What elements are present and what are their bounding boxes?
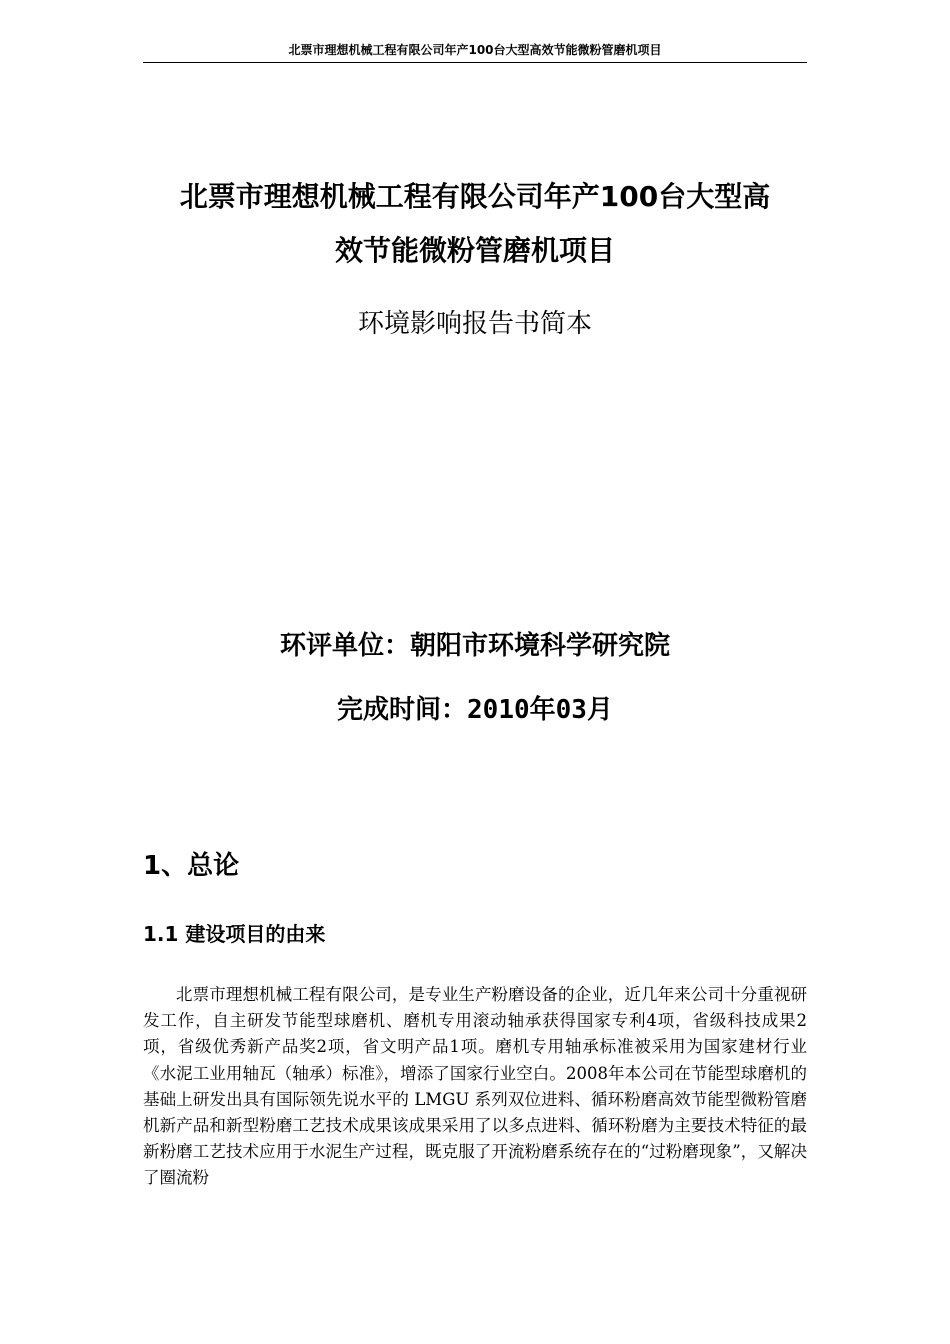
completion-date: 完成时间：2010年03月 <box>337 695 613 725</box>
assessment-unit: 环评单位：朝阳市环境科学研究院 <box>279 631 670 661</box>
body-paragraph: 北票市理想机械工程有限公司，是专业生产粉磨设备的企业，近几年来公司十分重视研发工作，自主研发节能型球磨机、磨机专用滚动轴承获得国家专利4项，省级科技成果2项，省级优秀新产品奖2项，省文明产品1项。磨机专用轴承标准被采用为国家建材行业《水泥工业用轴瓦（轴承）标准》，增添了国家行业空白。2008年本公司在节能型球磨机的基础上研发出具有国际领先说水平的 LMGU 系列双位进料、循环粉磨高效节能型微粉管磨机新产品和新型粉磨工艺技术成果该成果采用了以多点进料、循环粉磨为主要技术特征的最新粉磨工艺技术应用于水泥生产过程，既克服了开流粉磨系统存在的“过粉磨现象”，又解决了圈流粉 <box>143 985 807 1188</box>
title-line-1: 北票市理想机械工程有限公司年产100台大型高 <box>179 180 771 213</box>
subsection-heading: 1.1 建设项目的由来 <box>143 922 326 946</box>
document-title <box>143 170 807 278</box>
document-subtitle: 环境影响报告书简本 <box>357 309 592 339</box>
running-header: 北票市理想机械工程有限公司年产100台大型高效节能微粉管磨机项目 <box>143 42 807 63</box>
title-line-2: 效节能微粉管磨机项目 <box>334 234 615 267</box>
section-heading: 1、总论 <box>143 851 240 881</box>
